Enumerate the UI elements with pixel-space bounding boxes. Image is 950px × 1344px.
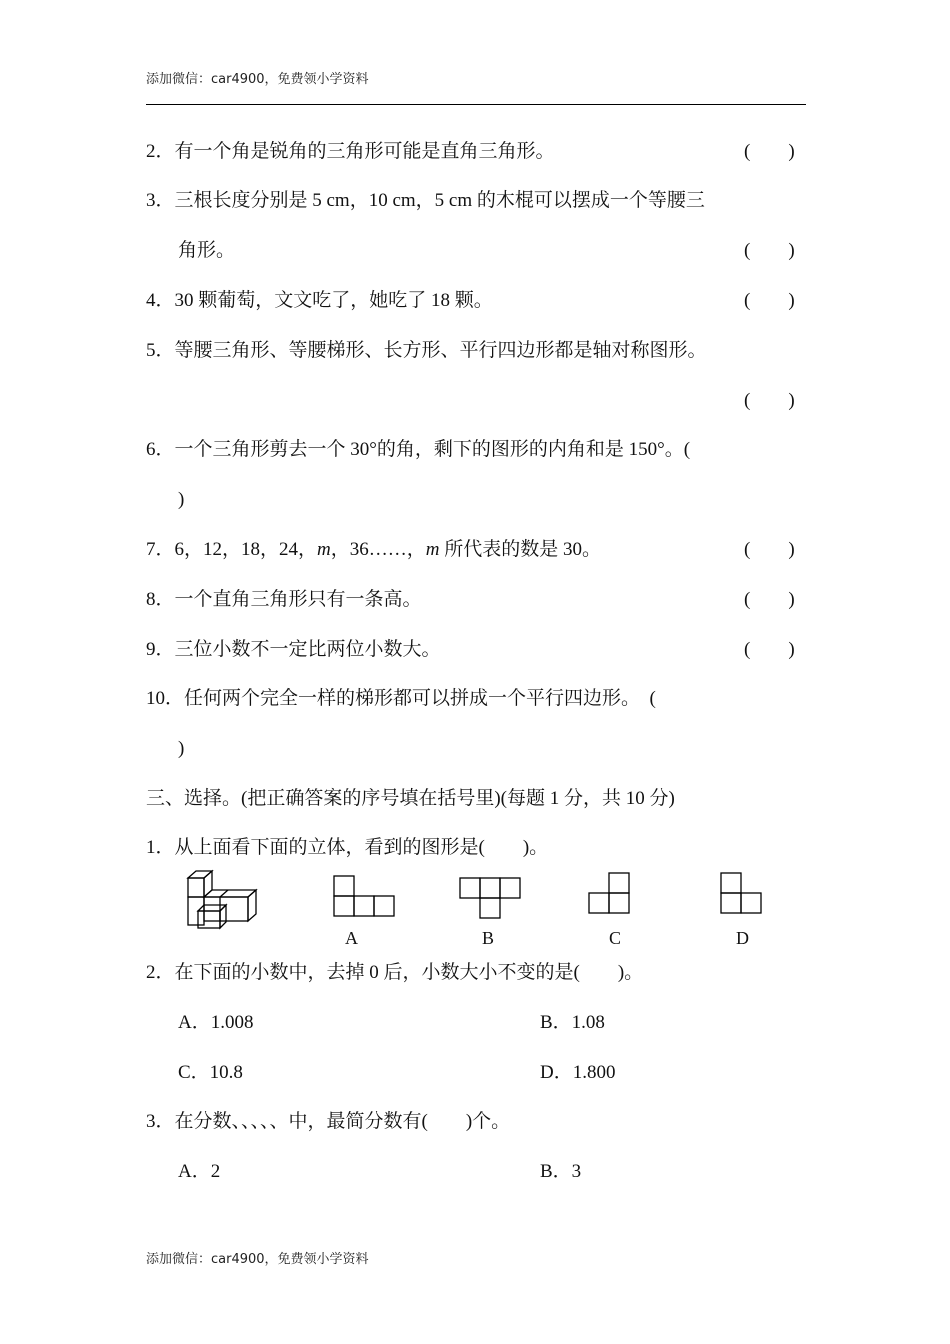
option-a-figure[interactable] — [333, 875, 397, 919]
choice-q2: 2．在下面的小数中，去掉 0 后，小数大小不变的是( )。 — [146, 962, 644, 983]
option-b-figure[interactable] — [459, 877, 523, 921]
option-a-label: A — [345, 928, 358, 948]
judge-item-5: 5．等腰三角形、等腰梯形、长方形、平行四边形都是轴对称图形。 — [146, 340, 707, 361]
answer-paren-5[interactable]: ( ) — [744, 390, 795, 411]
answer-paren-3[interactable]: ( ) — [744, 240, 795, 261]
judge-item-7 — [146, 538, 601, 562]
header-rule — [146, 104, 806, 105]
q3-option-b[interactable]: B．3 — [540, 1161, 582, 1182]
judge-item-3: 3．三根长度分别是 5 cm，10 cm，5 cm 的木棍可以摆成一个等腰三 — [146, 190, 705, 211]
q3-option-a[interactable]: A．2 — [178, 1161, 221, 1182]
q2-option-a[interactable]: A．1.008 — [178, 1012, 254, 1033]
judge-item-2: 2．有一个角是锐角的三角形可能是直角三角形。 — [146, 141, 555, 162]
answer-paren-9[interactable]: ( ) — [744, 639, 795, 660]
judge-item-7-part-b: ，36……， — [330, 539, 426, 560]
answer-paren-8[interactable]: ( ) — [744, 589, 795, 610]
option-d-label: D — [736, 928, 749, 948]
judge-item-7-part-a: 7．6，12，18，24， — [146, 539, 318, 560]
variable-m: m — [317, 539, 331, 560]
page-header: 添加微信：car4900，免费领小学资料 — [146, 72, 369, 87]
option-b-label: B — [482, 928, 495, 948]
option-c-figure[interactable] — [588, 872, 634, 918]
judge-item-9: 9．三位小数不一定比两位小数大。 — [146, 639, 441, 660]
q2-option-c[interactable]: C．10.8 — [178, 1062, 243, 1083]
judge-item-6: 6．一个三角形剪去一个 30°的角，剩下的图形的内角和是 150°。( — [146, 439, 691, 460]
judge-item-10: 10．任何两个完全一样的梯形都可以拼成一个平行四边形。 ( — [146, 688, 656, 709]
judge-item-6-cont[interactable]: ) — [178, 489, 185, 510]
section-3-title: 三、选择。(把正确答案的序号填在括号里)(每题 1 分，共 10 分) — [146, 788, 675, 809]
choice-q3: 3．在分数、、、、、中，最简分数有( )个。 — [146, 1111, 511, 1132]
judge-item-3-cont: 角形。 — [178, 240, 236, 261]
answer-paren-4[interactable]: ( ) — [744, 290, 795, 311]
answer-paren-7[interactable]: ( ) — [744, 539, 795, 560]
option-d-figure[interactable] — [720, 872, 766, 918]
judge-item-7-part-c: 所代表的数是 30。 — [439, 539, 602, 560]
solid-figure — [184, 868, 260, 932]
judge-item-4: 4．30 颗葡萄，文文吃了，她吃了 18 颗。 — [146, 290, 493, 311]
variable-m: m — [425, 539, 440, 560]
q2-option-b[interactable]: B．1.08 — [540, 1012, 605, 1033]
choice-q1: 1．从上面看下面的立体，看到的图形是( )。 — [146, 837, 549, 858]
q2-option-d[interactable]: D．1.800 — [540, 1062, 616, 1083]
option-c-label: C — [609, 928, 622, 948]
page-footer: 添加微信：car4900，免费领小学资料 — [146, 1252, 369, 1267]
judge-item-10-cont[interactable]: ) — [178, 738, 185, 759]
answer-paren-2[interactable]: ( ) — [744, 141, 795, 162]
judge-item-8: 8．一个直角三角形只有一条高。 — [146, 589, 422, 610]
